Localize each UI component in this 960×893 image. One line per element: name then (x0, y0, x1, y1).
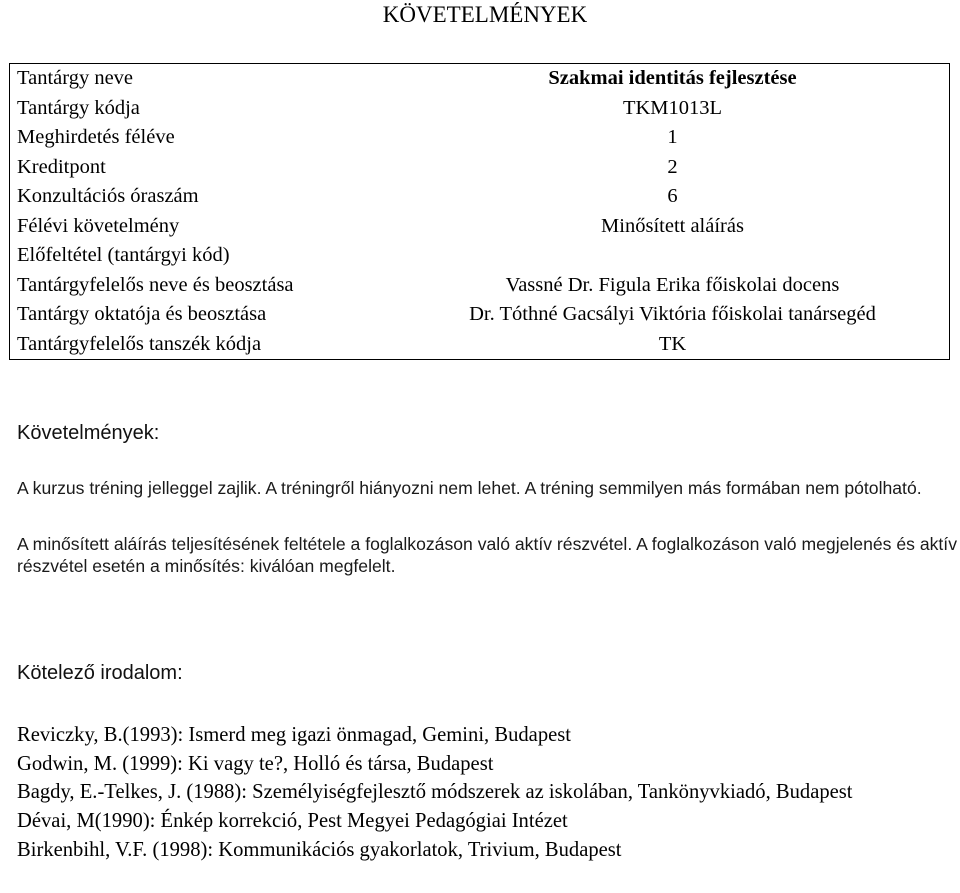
reference-item: Birkenbihl, V.F. (1998): Kommunikációs gyakorlatok, Trivium, Budapest (17, 838, 622, 861)
row-value-course-name: Szakmai identitás fejlesztése (548, 67, 797, 89)
reference-item: Godwin, M. (1999): Ki vagy te?, Holló és társa, Budapest (17, 752, 494, 775)
table-row (10, 182, 950, 212)
table-row (10, 153, 950, 183)
table-row (10, 64, 950, 94)
row-label-requirement: Félévi követelmény (17, 214, 180, 237)
row-value-instructor: Dr. Tóthné Gacsályi Viktória főiskolai tanársegéd (469, 303, 876, 325)
reference-item: Reviczky, B.(1993): Ismerd meg igazi önmagad, Gemini, Budapest (17, 724, 571, 746)
row-label-course-code: Tantárgy kódja (17, 96, 140, 119)
requirements-heading: Követelmények: (17, 422, 160, 444)
row-value-credits: 2 (667, 155, 678, 178)
row-label-instructor: Tantárgy oktatója és beosztása (17, 303, 267, 325)
table-row (10, 300, 950, 330)
row-value-semester: 1 (667, 126, 678, 148)
document-title: KÖVETELMÉNYEK (382, 2, 588, 27)
row-value-requirement: Minősített aláírás (601, 214, 744, 237)
row-label-semester: Meghirdetés féléve (17, 126, 175, 148)
literature-heading: Kötelező irodalom: (17, 662, 183, 684)
row-label-prerequisite: Előfeltétel (tantárgyi kód) (17, 244, 230, 266)
table-row (10, 271, 950, 301)
row-value-consultation-hours: 6 (667, 185, 678, 207)
table-row (10, 94, 950, 124)
requirements-paragraph-1: A kurzus tréning jelleggel zajlik. A tréningről hiányozni nem lehet. A tréning semmilyen más formában nem pótolható. (17, 478, 922, 498)
row-value-department-code: TK (658, 332, 687, 355)
reference-item: Dévai, M(1990): Énkép korrekció, Pest Megyei Pedagógiai Intézet (17, 810, 568, 833)
table-row (10, 330, 950, 360)
course-info-table (9, 63, 950, 360)
row-value-course-responsible: Vassné Dr. Figula Erika főiskolai docens (505, 273, 840, 296)
row-label-credits: Kreditpont (17, 155, 106, 178)
reference-item: Bagdy, E.-Telkes, J. (1988): Személyiségfejlesztő módszerek az iskolában, Tankönyvkiadó, Budapest (17, 781, 853, 804)
row-label-department-code: Tantárgyfelelős tanszék kódja (17, 332, 262, 355)
row-label-course-responsible: Tantárgyfelelős neve és beosztása (17, 273, 294, 296)
row-value-prerequisite (396, 241, 950, 271)
reference-list (17, 721, 957, 865)
row-value-course-code: TKM1013L (622, 96, 723, 119)
requirements-paragraph-2: A minősített aláírás teljesítésének feltétele a foglalkozáson való aktív részvétel. A foglalkozáson való megjelenés és aktív részvétel esetén a minősítés: kiválóan megfelelt. (17, 534, 957, 576)
row-label-consultation-hours: Konzultációs óraszám (17, 185, 199, 207)
table-row (10, 241, 950, 271)
row-label-course-name: Tantárgy neve (17, 67, 134, 89)
table-row (10, 212, 950, 242)
table-row (10, 123, 950, 153)
